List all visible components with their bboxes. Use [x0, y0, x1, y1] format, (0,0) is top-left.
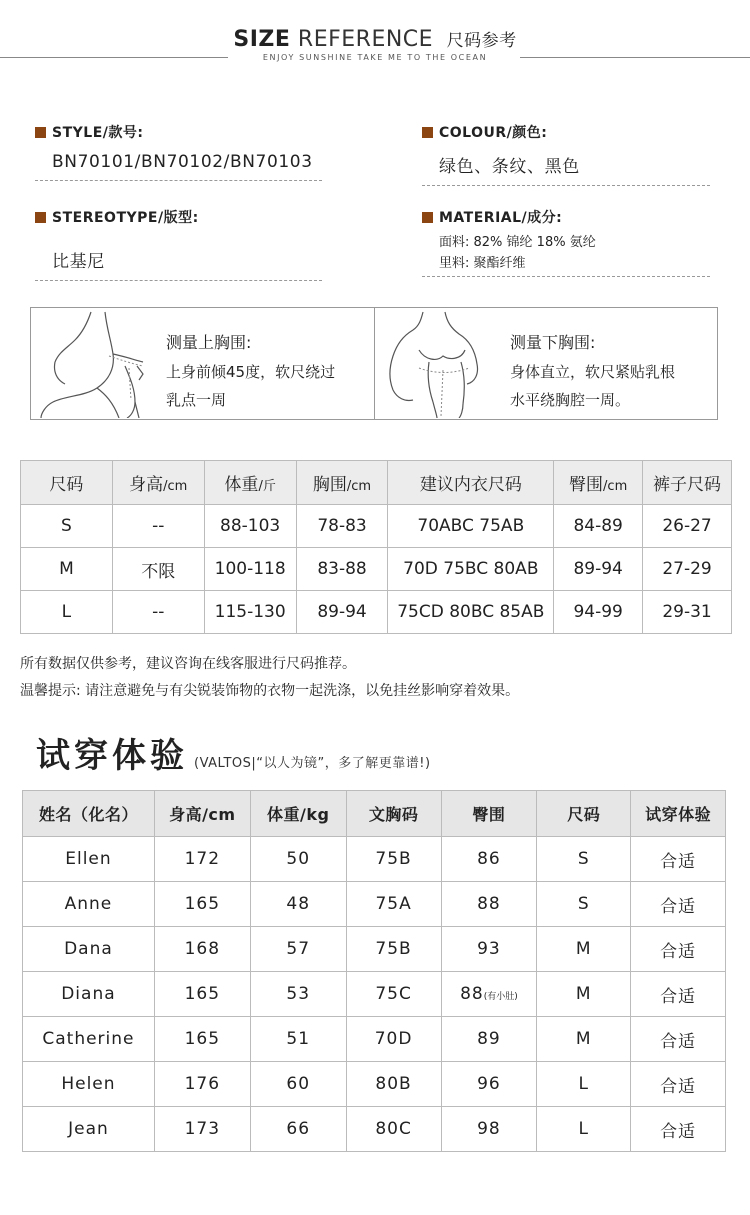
table-cell: 89-94	[554, 548, 643, 591]
upper-bust-figure-illustration	[35, 310, 159, 418]
table-cell: 27-29	[643, 548, 732, 591]
table-cell: 70D 75BC 80AB	[388, 548, 554, 591]
table-cell: 66	[250, 1107, 346, 1152]
fitting-table	[22, 790, 726, 1152]
material-line-1: 面料: 82% 锦纶 18% 氨纶	[439, 235, 596, 250]
column-header: 身高/cm	[154, 791, 250, 837]
table-cell: 93	[441, 927, 537, 972]
column-header: 臀围	[441, 791, 537, 837]
notes	[20, 651, 519, 705]
table-cell: 57	[250, 927, 346, 972]
trial-tagline: (VALTOS|“以人为镜”，多了解更靠谱!)	[194, 756, 431, 771]
table-row	[23, 927, 726, 972]
table-cell: 26-27	[643, 505, 732, 548]
table-cell: 合适	[631, 1017, 726, 1062]
material-label: MATERIAL/成分:	[439, 210, 563, 226]
style-block	[35, 122, 322, 181]
lower-bust-figure-illustration	[379, 310, 503, 418]
table-cell: S	[537, 837, 631, 882]
table-cell: 70D	[346, 1017, 441, 1062]
accent-square	[422, 212, 433, 223]
table-cell: 75CD 80BC 85AB	[388, 591, 554, 634]
table-cell: 合适	[631, 1107, 726, 1152]
table-cell: 86	[441, 837, 537, 882]
table-cell: 88	[441, 882, 537, 927]
table-cell: 78-83	[296, 505, 388, 548]
upper-bust-description: 上身前倾45度，软尺绕过 乳点一周	[166, 363, 336, 409]
table-cell: 83-88	[296, 548, 388, 591]
table-cell: 70ABC 75AB	[388, 505, 554, 548]
column-header: 尺码	[537, 791, 631, 837]
size-table-header-row	[21, 461, 732, 505]
lower-bust-description: 身体直立，软尺紧贴乳根 水平绕胸腔一周。	[510, 363, 676, 409]
accent-square	[422, 127, 433, 138]
fitting-table-header-row	[23, 791, 726, 837]
table-cell: 75B	[346, 837, 441, 882]
table-cell: 115-130	[204, 591, 296, 634]
accent-square	[35, 127, 46, 138]
column-header: 裤子尺码	[643, 461, 732, 505]
table-cell: 100-118	[204, 548, 296, 591]
table-row	[23, 1017, 726, 1062]
table-cell: 172	[154, 837, 250, 882]
column-header: 文胸码	[346, 791, 441, 837]
table-row	[23, 1062, 726, 1107]
dashed-divider	[35, 280, 322, 281]
table-cell: Anne	[23, 882, 155, 927]
table-cell: 89	[441, 1017, 537, 1062]
table-cell: S	[537, 882, 631, 927]
table-cell: 94-99	[554, 591, 643, 634]
column-header: 胸围/cm	[296, 461, 388, 505]
table-cell: 168	[154, 927, 250, 972]
table-cell: 75B	[346, 927, 441, 972]
material-line-2: 里料: 聚酯纤维	[439, 256, 526, 271]
colour-block	[422, 122, 710, 186]
page-subtitle: ENJOY SUNSHINE TAKE ME TO THE OCEAN	[262, 53, 488, 62]
table-cell: --	[112, 591, 204, 634]
table-cell: 50	[250, 837, 346, 882]
table-cell: Diana	[23, 972, 155, 1017]
table-row	[23, 882, 726, 927]
stereotype-block	[35, 207, 322, 281]
material-block	[422, 207, 710, 277]
table-cell: 75A	[346, 882, 441, 927]
table-row	[21, 548, 732, 591]
style-value: BN70101/BN70102/BN70103	[52, 152, 313, 172]
table-cell: 84-89	[554, 505, 643, 548]
table-cell: 合适	[631, 837, 726, 882]
table-row	[21, 591, 732, 634]
note-line-1: 所有数据仅供参考，建议咨询在线客服进行尺码推荐。	[20, 656, 356, 672]
table-cell: 不限	[112, 548, 204, 591]
stereotype-value: 比基尼	[52, 252, 105, 272]
column-header: 体重/斤	[204, 461, 296, 505]
table-cell: Helen	[23, 1062, 155, 1107]
table-cell: 75C	[346, 972, 441, 1017]
table-row	[21, 505, 732, 548]
table-cell: L	[537, 1107, 631, 1152]
hip-note: (有小肚)	[483, 992, 518, 1002]
table-cell: 80C	[346, 1107, 441, 1152]
table-row	[23, 837, 726, 882]
table-cell: M	[537, 927, 631, 972]
table-cell: 合适	[631, 882, 726, 927]
table-cell: 29-31	[643, 591, 732, 634]
colour-value: 绿色、条纹、黑色	[439, 157, 580, 177]
table-cell: 51	[250, 1017, 346, 1062]
table-row	[23, 972, 726, 1017]
column-header: 身高/cm	[112, 461, 204, 505]
page-header	[0, 24, 750, 72]
stereotype-label: STEREOTYPE/版型:	[52, 210, 199, 226]
column-header: 建议内衣尺码	[388, 461, 554, 505]
dashed-divider	[35, 180, 322, 181]
trial-section-heading	[36, 728, 431, 777]
table-cell: M	[537, 1017, 631, 1062]
table-cell: L	[537, 1062, 631, 1107]
table-cell: Dana	[23, 927, 155, 972]
table-cell: 60	[250, 1062, 346, 1107]
table-cell: L	[21, 591, 113, 634]
style-label: STYLE/款号:	[52, 125, 144, 141]
title-bold: SIZE	[233, 27, 291, 52]
table-cell: 176	[154, 1062, 250, 1107]
table-cell: 165	[154, 882, 250, 927]
table-cell: 88-103	[204, 505, 296, 548]
table-cell: 合适	[631, 1062, 726, 1107]
lower-bust-title: 测量下胸围:	[510, 333, 596, 352]
table-cell: M	[537, 972, 631, 1017]
title-cn: 尺码参考	[446, 31, 517, 51]
upper-bust-title: 测量上胸围:	[166, 333, 252, 352]
column-header: 试穿体验	[631, 791, 726, 837]
table-cell: 合适	[631, 972, 726, 1017]
table-cell: Jean	[23, 1107, 155, 1152]
table-cell: 96	[441, 1062, 537, 1107]
table-cell: Ellen	[23, 837, 155, 882]
trial-title: 试穿体验	[36, 736, 188, 776]
table-row	[23, 1107, 726, 1152]
table-cell: 合适	[631, 927, 726, 972]
lower-bust-panel	[374, 308, 717, 419]
upper-bust-panel	[31, 308, 374, 419]
table-cell: 80B	[346, 1062, 441, 1107]
table-cell: S	[21, 505, 113, 548]
measurement-guide	[30, 307, 718, 420]
table-cell: 98	[441, 1107, 537, 1152]
size-table	[20, 460, 732, 634]
table-cell: 173	[154, 1107, 250, 1152]
table-cell: 165	[154, 1017, 250, 1062]
dashed-divider	[422, 185, 710, 186]
table-cell: Catherine	[23, 1017, 155, 1062]
accent-square	[35, 212, 46, 223]
table-cell: 53	[250, 972, 346, 1017]
title-light: REFERENCE	[297, 27, 434, 52]
dashed-divider	[422, 276, 710, 277]
page-title	[0, 26, 750, 52]
column-header: 尺码	[21, 461, 113, 505]
colour-label: COLOUR/颜色:	[439, 125, 548, 141]
table-cell: M	[21, 548, 113, 591]
table-cell: 165	[154, 972, 250, 1017]
table-cell: 48	[250, 882, 346, 927]
table-cell: 88(有小肚)	[441, 972, 537, 1017]
table-cell: --	[112, 505, 204, 548]
table-cell: 89-94	[296, 591, 388, 634]
column-header: 体重/kg	[250, 791, 346, 837]
note-line-2: 温馨提示: 请注意避免与有尖锐装饰物的衣物一起洗涤，以免挂丝影响穿着效果。	[20, 683, 520, 699]
column-header: 姓名（化名）	[23, 791, 155, 837]
column-header: 臀围/cm	[554, 461, 643, 505]
